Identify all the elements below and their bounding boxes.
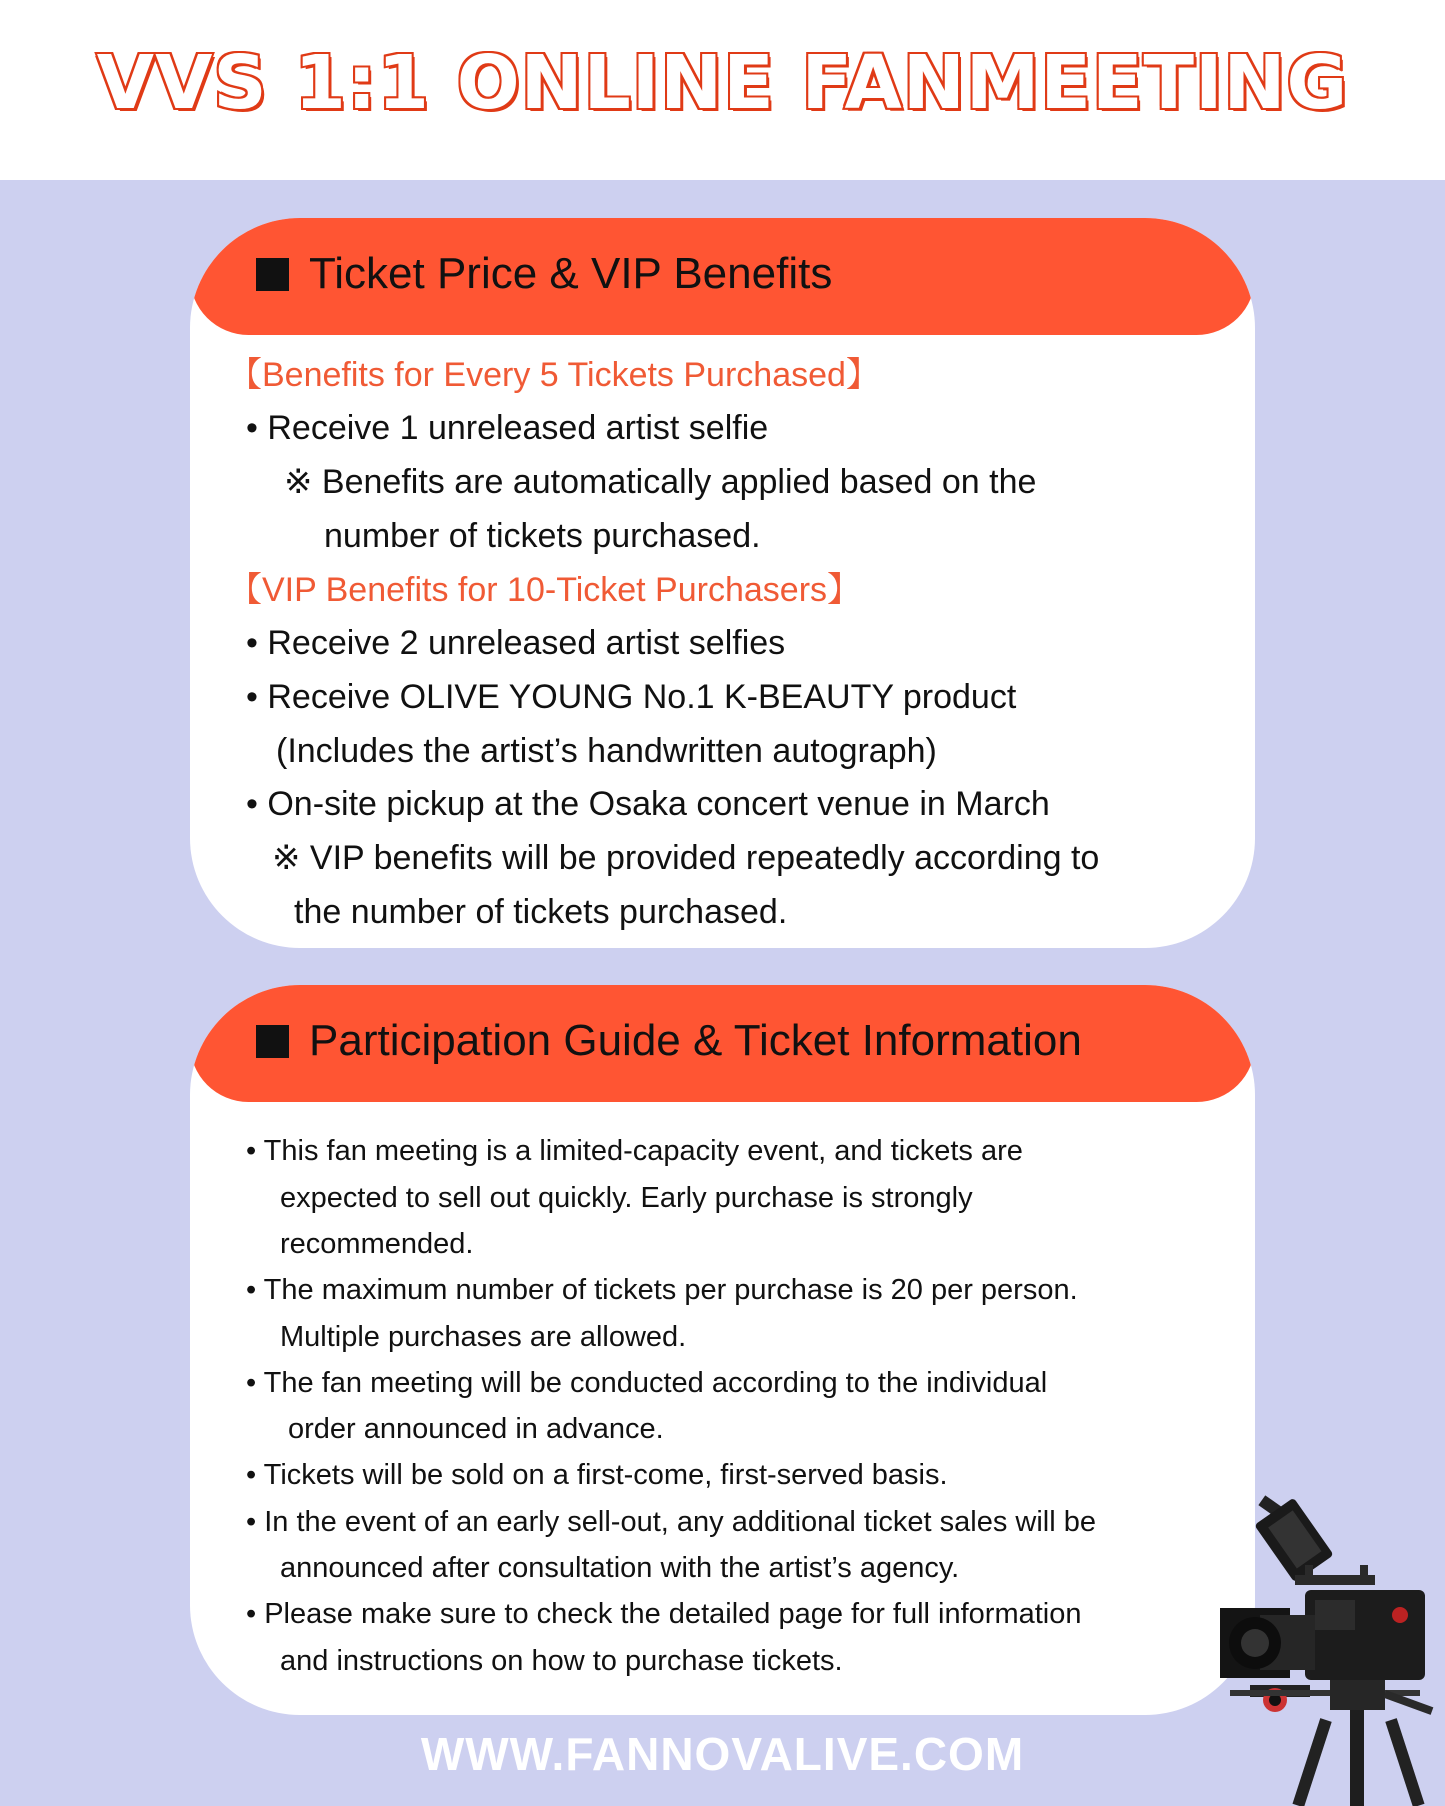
list-item: • The maximum number of tickets per purchase is 20 per person.	[246, 1274, 1078, 1306]
list-item: • This fan meeting is a limited-capacity event, and tickets are	[246, 1135, 1023, 1167]
list-item-continued: Multiple purchases are allowed.	[280, 1321, 687, 1353]
website-url[interactable]: WWW.FANNOVALIVE.COM	[420, 1728, 1025, 1780]
note-continued: the number of tickets purchased.	[294, 893, 788, 931]
card-header	[190, 218, 1255, 335]
page-title: VVS 1:1 ONLINE FANMEETING	[96, 40, 1349, 126]
card-heading-text: Participation Guide & Ticket Information	[309, 1016, 1082, 1065]
participation-guide-card	[190, 985, 1255, 1715]
list-item-continued: and instructions on how to purchase tickets.	[280, 1645, 843, 1677]
card-heading-text: Ticket Price & VIP Benefits	[309, 249, 833, 298]
list-item-continued: (Includes the artist’s handwritten autograph)	[276, 732, 937, 770]
list-item: • Please make sure to check the detailed page for full information	[246, 1598, 1082, 1630]
list-item: • Tickets will be sold on a first-come, first-served basis.	[246, 1459, 948, 1491]
list-item: • In the event of an early sell-out, any additional ticket sales will be	[246, 1506, 1097, 1538]
ticket-benefits-card	[190, 218, 1255, 948]
list-item: • Receive OLIVE YOUNG No.1 K-BEAUTY product	[246, 678, 1017, 716]
list-item: • Receive 2 unreleased artist selfies	[246, 624, 786, 662]
header-banner	[0, 0, 1445, 180]
list-item: • On-site pickup at the Osaka concert venue in March	[246, 785, 1050, 823]
square-bullet-icon	[256, 258, 289, 291]
list-item-continued: expected to sell out quickly. Early purchase is strongly	[280, 1182, 973, 1214]
list-item: • The fan meeting will be conducted according to the individual	[246, 1367, 1048, 1399]
card-heading	[256, 249, 832, 299]
list-item-continued: recommended.	[280, 1228, 474, 1260]
note-continued: number of tickets purchased.	[324, 517, 761, 555]
list-item-continued: order announced in advance.	[288, 1413, 664, 1445]
card-heading	[256, 1016, 1082, 1066]
square-bullet-icon	[256, 1025, 289, 1058]
subheading: 【VIP Benefits for 10-Ticket Purchasers】	[228, 571, 862, 609]
note: ※ Benefits are automatically applied based on the	[284, 463, 1037, 501]
note: ※ VIP benefits will be provided repeatedly according to	[272, 839, 1100, 877]
subheading: 【Benefits for Every 5 Tickets Purchased】	[228, 356, 880, 394]
card-header	[190, 985, 1255, 1102]
list-item: • Receive 1 unreleased artist selfie	[246, 409, 769, 447]
list-item-continued: announced after consultation with the artist’s agency.	[280, 1552, 960, 1584]
